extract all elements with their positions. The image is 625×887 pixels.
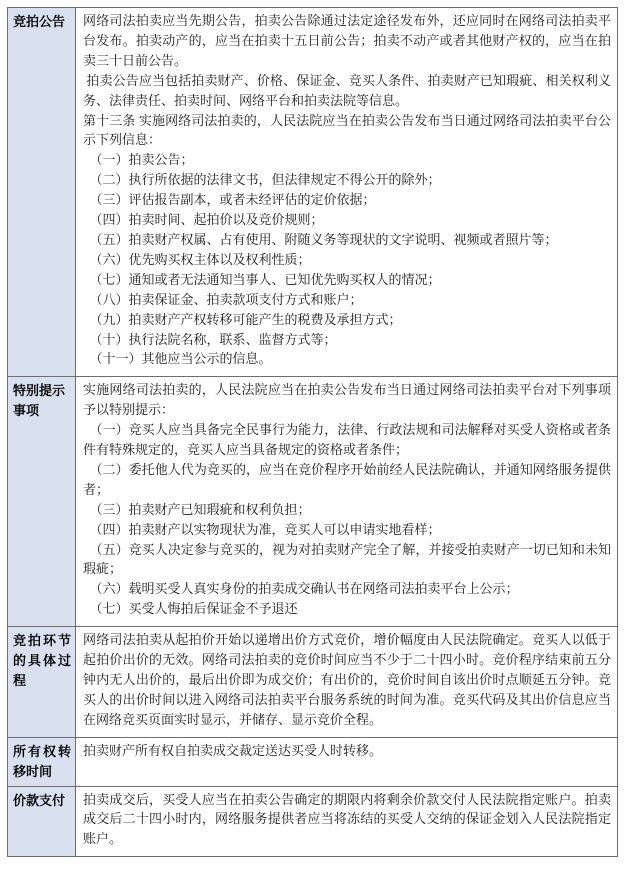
- list-item: （一）竞买人应当具备完全民事行为能力，法律、行政法规和司法解释对买受人资格或者条件有特殊规定的，竞买人应当具备规定的资格或者条件；: [83, 422, 611, 458]
- paragraph: 拍卖公告应当包括拍卖财产、价格、保证金、竞买人条件、拍卖财产已知瑕疵、相关权利义务、法律责任、拍卖时间、网络平台和拍卖法院等信息。: [83, 72, 611, 108]
- list-item: （五）竞买人决定参与竞买的，视为对拍卖财产完全了解，并接受拍卖财产一切已知和未知瑕疵；: [83, 541, 611, 577]
- paragraph: 网络司法拍卖从起拍价开始以递增出价方式竞价，增价幅度由人民法院确定。竞买人以低于起拍价出价的无效。网络司法拍卖的竞价时间应当不少于二十四小时。竞价程序结束前五分钟内无人出价的，最后出价即为成交价；有出价的，竞价时间自该出价时点顺延五分钟。竞买人的出价时间以进入网络司法拍卖平台服务系统的时间为准。竞买代码及其出价信息应当在网络竞买页面实时显示，并储存、显示竞价全程。: [83, 632, 611, 727]
- list-item: （十一）其他应当公示的信息。: [83, 351, 272, 367]
- auction-rules-table: [7, 7, 618, 857]
- table-row-bidding-process: [8, 627, 618, 738]
- list-item: （三）评估报告副本，或者未经评估的定价依据；: [83, 192, 376, 208]
- list-item: （四）拍卖时间、起拍价以及竞价规则；: [83, 212, 324, 228]
- list-item: （六）载明买受人真实身份的拍卖成交确认书在网络司法拍卖平台上公示；: [83, 581, 519, 597]
- list-item: （十）执行法院名称，联系、监督方式等；: [83, 331, 337, 347]
- row-content-bidding-process: [76, 627, 618, 738]
- row-content-special-notices: [76, 377, 618, 627]
- table-row-auction-announcement: [8, 8, 618, 377]
- list-item: （三）拍卖财产已知瑕疵和权利负担；: [83, 501, 311, 517]
- list-item: （四）拍卖财产以实物现状为准，竞买人可以申请实地看样；: [83, 521, 441, 537]
- list-item: （七）买受人悔拍后保证金不予退还: [83, 601, 298, 617]
- row-header-special-notices: 特别提示事项: [8, 377, 76, 627]
- row-header-ownership-transfer-time: 所有权转移时间: [8, 737, 76, 786]
- table-row-ownership-transfer-time: [8, 737, 618, 786]
- paragraph: 第十三条 实施网络司法拍卖的，人民法院应当在拍卖公告发布当日通过网络司法拍卖平台公示下列信息：: [83, 112, 611, 148]
- list-item: （五）拍卖财产权属、占有使用、附随义务等现状的文字说明、视频或者照片等；: [83, 231, 558, 247]
- paragraph: 网络司法拍卖应当先期公告，拍卖公告除通过法定途径发布外，还应同时在网络司法拍卖平台发布。拍卖动产的，应当在拍卖十五日前公告；拍卖不动产或者其他财产权的，应当在拍卖三十日前公告。: [83, 13, 611, 68]
- list-item: （二）执行所依据的法律文书，但法律规定不得公开的除外；: [83, 172, 441, 188]
- list-item: （六）优先购买权主体以及权利性质；: [83, 251, 311, 267]
- table-row-special-notices: [8, 377, 618, 627]
- row-header-payment: 价款支付: [8, 786, 76, 857]
- list-item: （一）拍卖公告；: [83, 152, 194, 168]
- row-header-bidding-process: 竞拍环节的具体过程: [8, 627, 76, 738]
- paragraph: 实施网络司法拍卖的，人民法院应当在拍卖公告发布当日通过网络司法拍卖平台对下列事项予以特别提示：: [83, 382, 611, 418]
- paragraph: 拍卖成交后，买受人应当在拍卖公告确定的期限内将剩余价款交付人民法院指定账户。拍卖成交后二十四小时内，网络服务提供者应当将冻结的买受人交纳的保证金划入人民法院指定账户。: [83, 791, 611, 847]
- table-row-payment: [8, 786, 618, 857]
- paragraph: 拍卖财产所有权自拍卖成交裁定送达买受人时转移。: [83, 742, 383, 758]
- row-header-auction-announcement: 竞拍公告: [8, 8, 76, 377]
- list-item: （九）拍卖财产产权转移可能产生的税费及承担方式；: [83, 311, 402, 327]
- list-item: （八）拍卖保证金、拍卖款项支付方式和账户；: [83, 291, 363, 307]
- row-content-ownership-transfer-time: [76, 737, 618, 786]
- list-item: （七）通知或者无法通知当事人、已知优先购买权人的情况；: [83, 271, 441, 287]
- row-content-payment: [76, 786, 618, 857]
- list-item: （二）委托他人代为竞买的，应当在竞价程序开始前经人民法院确认，并通知网络服务提供者；: [83, 461, 611, 497]
- row-content-auction-announcement: [76, 8, 618, 377]
